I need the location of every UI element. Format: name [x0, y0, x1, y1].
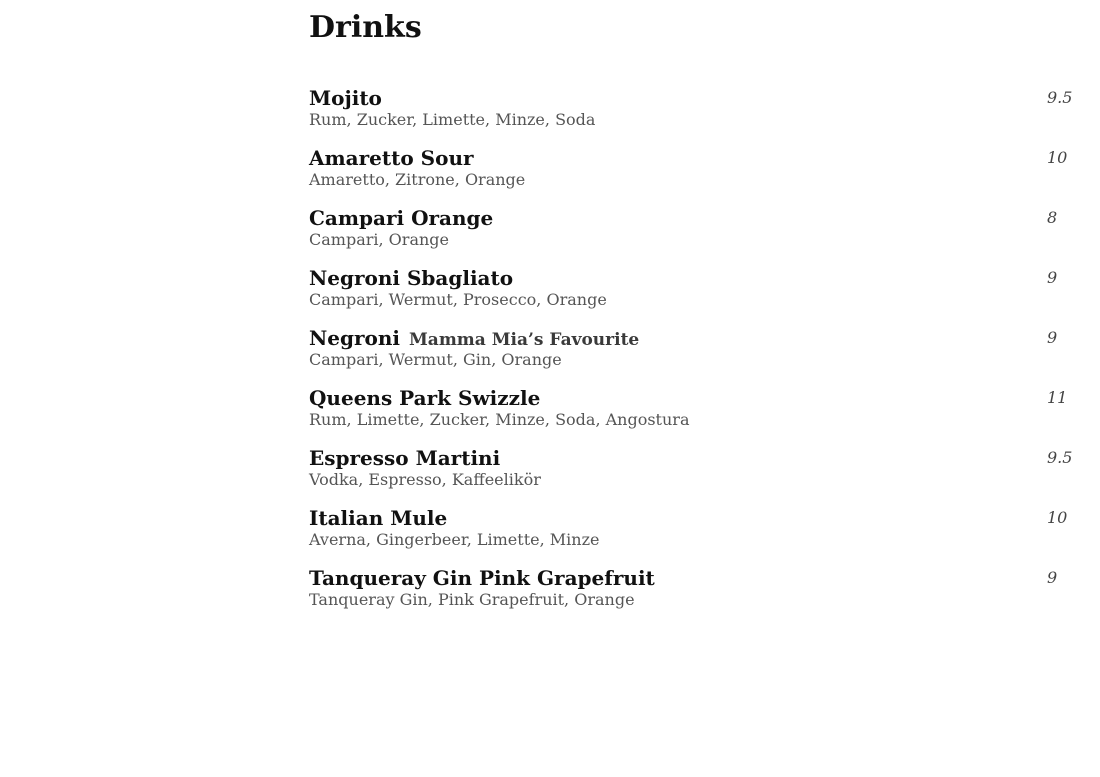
menu-item — [309, 564, 1074, 624]
item-name-text: Queens Park Swizzle — [309, 386, 541, 410]
item-price: 9.5 — [1047, 88, 1073, 107]
item-description: Vodka, Espresso, Kaffeelikör — [309, 470, 541, 489]
menu-item — [309, 144, 1074, 204]
item-name — [309, 386, 540, 410]
item-name — [309, 206, 493, 230]
item-name-text: Amaretto Sour — [309, 146, 474, 170]
menu-item — [309, 264, 1074, 324]
menu-item — [309, 504, 1074, 564]
menu-title: Drinks — [309, 10, 422, 45]
item-name — [309, 266, 513, 290]
item-price: 9.5 — [1047, 448, 1073, 467]
item-name — [309, 566, 655, 590]
item-description: Campari, Orange — [309, 230, 449, 249]
item-description: Amaretto, Zitrone, Orange — [309, 170, 526, 189]
drinks-menu — [309, 0, 1074, 624]
item-description: Campari, Wermut, Gin, Orange — [309, 350, 562, 369]
item-description: Tanqueray Gin, Pink Grapefruit, Orange — [309, 590, 635, 609]
item-price: 8 — [1047, 208, 1058, 227]
item-price: 9 — [1047, 268, 1058, 287]
item-description: Averna, Gingerbeer, Limette, Minze — [309, 530, 600, 549]
item-description: Campari, Wermut, Prosecco, Orange — [309, 290, 607, 309]
drinks-list — [309, 84, 1074, 624]
item-name — [309, 326, 639, 352]
menu-item — [309, 84, 1074, 144]
item-name-text: Negroni Sbagliato — [309, 266, 514, 290]
item-name-text: Negroni — [309, 326, 401, 350]
menu-item — [309, 444, 1074, 504]
item-description: Rum, Limette, Zucker, Minze, Soda, Angostura — [309, 410, 690, 429]
item-price: 9 — [1047, 568, 1058, 587]
item-price: 10 — [1047, 508, 1068, 527]
menu-item — [309, 324, 1074, 384]
item-price: 9 — [1047, 328, 1058, 347]
item-name — [309, 86, 382, 110]
menu-item — [309, 204, 1074, 264]
item-name-text: Campari Orange — [309, 206, 494, 230]
item-name — [309, 146, 474, 170]
item-name-text: Espresso Martini — [309, 446, 501, 470]
item-price: 10 — [1047, 148, 1068, 167]
item-note: Mamma Mia’s Favourite — [408, 330, 640, 350]
item-name — [309, 506, 447, 530]
item-name-text: Tanqueray Gin Pink Grapefruit — [309, 566, 655, 590]
item-name-text: Italian Mule — [309, 506, 448, 530]
item-name — [309, 446, 500, 470]
item-name-text: Mojito — [309, 86, 382, 110]
item-description: Rum, Zucker, Limette, Minze, Soda — [309, 110, 596, 129]
item-price: 11 — [1047, 388, 1068, 407]
menu-item — [309, 384, 1074, 444]
